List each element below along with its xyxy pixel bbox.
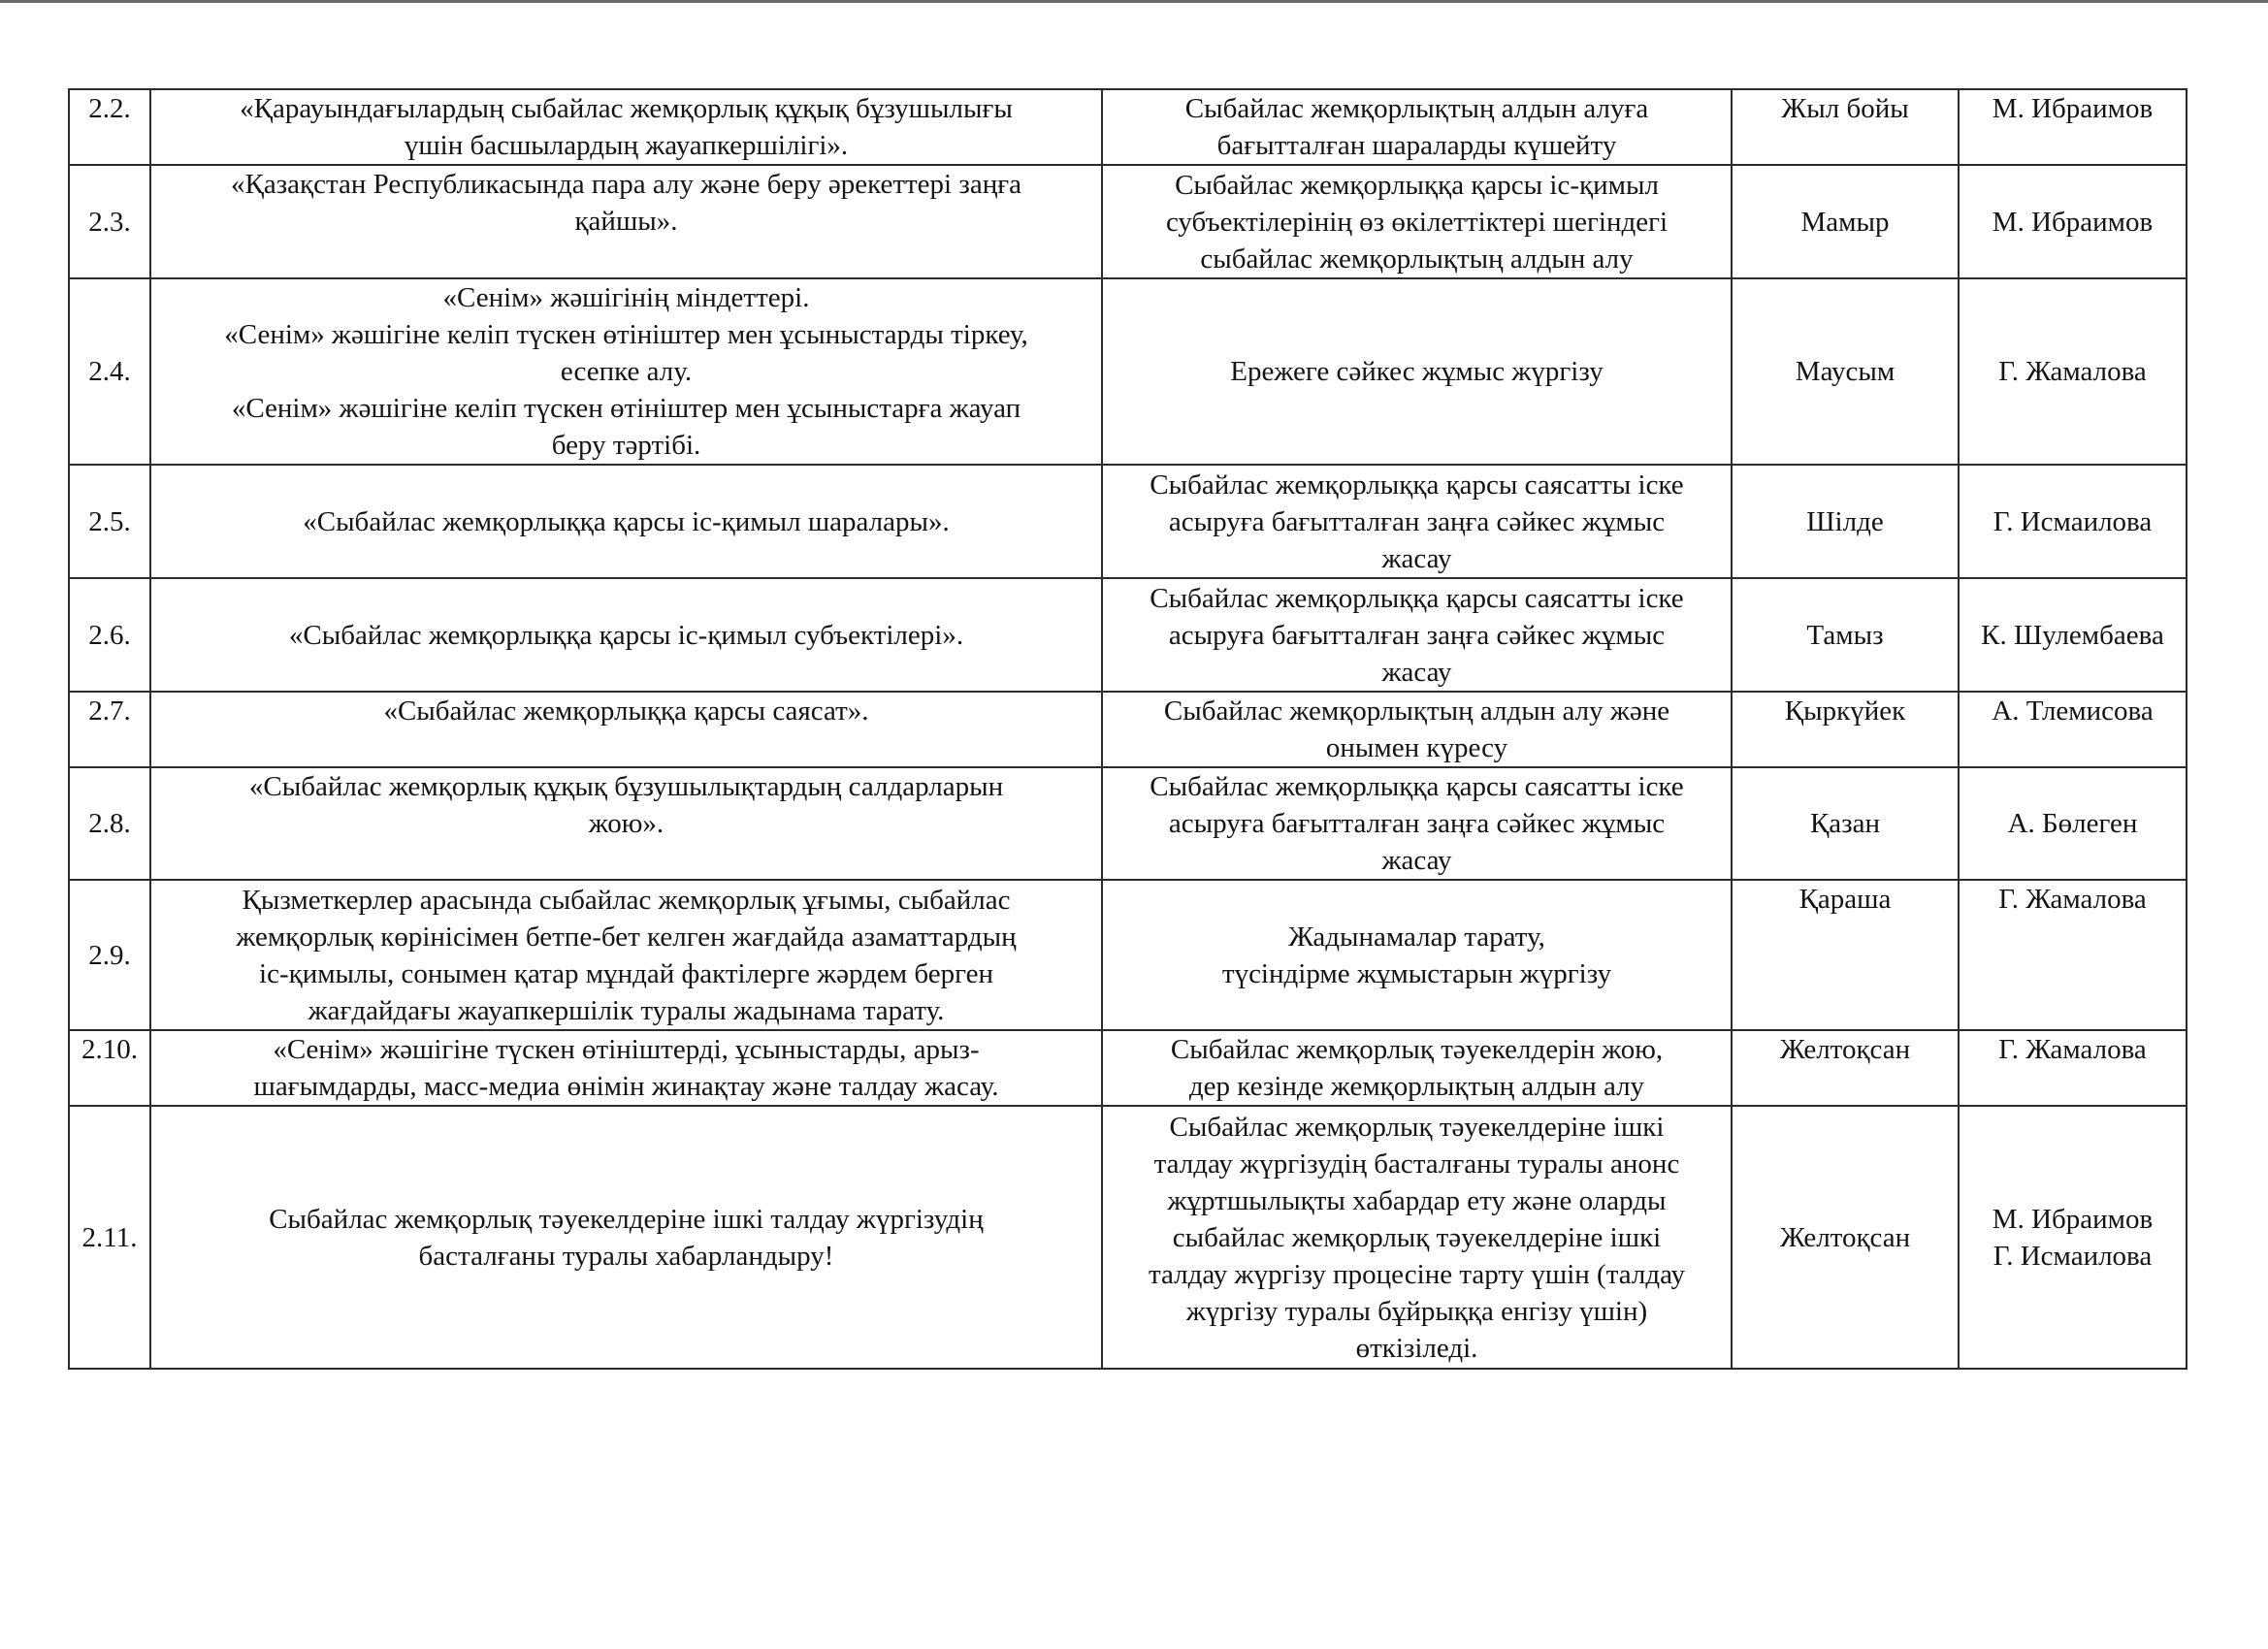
responsible-line: М. Ибраимов <box>1992 93 2154 124</box>
event-cell <box>150 165 1102 278</box>
deadline-line: Тамыз <box>1806 619 1884 651</box>
table-row <box>69 1030 2187 1106</box>
deadline-line: Мамыр <box>1800 206 1890 238</box>
form-of-work-cell <box>1102 465 1732 578</box>
event-line: есепке алу. <box>560 356 693 387</box>
row-number: 2.8. <box>88 808 131 839</box>
deadline-line: Жыл бойы <box>1781 93 1909 124</box>
event-line: «Сенім» жәшігіне келіп түскен өтініштер мен ұсыныстарға жауап <box>231 393 1021 424</box>
event-line: «Сыбайлас жемқорлыққа қарсы іс-қимыл субъектілері». <box>288 619 964 651</box>
form-of-work-line: жүргізу туралы бұйрыққа енгізу үшін) <box>1185 1295 1648 1327</box>
event-cell <box>150 278 1102 465</box>
row-number-cell <box>69 767 150 880</box>
deadline-cell <box>1732 692 1959 767</box>
event-line: жемқорлық көрінісімен бетпе-бет келген жағдайда азаматтардың <box>236 921 1017 953</box>
responsible-line: Г. Исмаилова <box>1993 1240 2153 1272</box>
row-number-cell <box>69 278 150 465</box>
responsible-cell <box>1959 465 2187 578</box>
row-number-cell <box>69 1030 150 1106</box>
row-number: 2.7. <box>88 695 131 727</box>
responsible-cell <box>1959 578 2187 692</box>
table-row <box>69 692 2187 767</box>
form-of-work-line: асыруға бағытталған заңға сәйкес жұмыс <box>1168 619 1666 651</box>
table-row <box>69 89 2187 165</box>
scan-top-edge <box>0 0 2268 3</box>
row-number: 2.3. <box>88 206 131 238</box>
row-number: 2.2. <box>88 93 131 124</box>
table-row <box>69 578 2187 692</box>
form-of-work-cell <box>1102 89 1732 165</box>
event-cell <box>150 767 1102 880</box>
responsible-line: К. Шулембаева <box>1981 619 2164 651</box>
form-of-work-line: жасау <box>1381 656 1452 688</box>
row-number-cell <box>69 89 150 165</box>
form-of-work-line: Ережеге сәйкес жұмыс жүргізу <box>1230 356 1604 387</box>
deadline-cell <box>1732 578 1959 692</box>
form-of-work-cell <box>1102 767 1732 880</box>
deadline-cell <box>1732 767 1959 880</box>
plan-table-body <box>69 89 2187 1369</box>
anti-corruption-plan-table <box>68 88 2187 1370</box>
deadline-line: Қыркүйек <box>1784 695 1906 727</box>
event-line: «Сыбайлас жемқорлық құқық бұзушылықтардың салдарларын <box>248 771 1004 802</box>
responsible-cell <box>1959 692 2187 767</box>
row-number: 2.6. <box>88 619 131 651</box>
form-of-work-line: сыбайлас жемқорлық тәуекелдеріне ішкі <box>1172 1221 1662 1253</box>
event-cell <box>150 89 1102 165</box>
form-of-work-line: онымен күресу <box>1325 732 1508 763</box>
form-of-work-line: Жадынамалар тарату, <box>1288 921 1545 953</box>
form-of-work-cell <box>1102 278 1732 465</box>
responsible-cell <box>1959 278 2187 465</box>
form-of-work-line: Сыбайлас жемқорлықтың алдын алуға <box>1184 93 1649 124</box>
form-of-work-line: бағытталған шараларды күшейту <box>1216 130 1617 161</box>
event-line: Қызметкерлер арасында сыбайлас жемқорлық ұғымы, сыбайлас <box>242 884 1011 916</box>
deadline-line: Маусым <box>1795 356 1895 387</box>
event-cell <box>150 465 1102 578</box>
event-line: жағдайдағы жауапкершілік туралы жадынама тарату. <box>308 994 945 1026</box>
event-line: іс-қимылы, сонымен қатар мұндай фактілерге жәрдем берген <box>259 957 993 989</box>
event-line: «Сыбайлас жемқорлыққа қарсы іс-қимыл шаралары». <box>303 505 950 537</box>
form-of-work-line: Сыбайлас жемқорлыққа қарсы саясатты іске <box>1150 582 1684 614</box>
table-row <box>69 278 2187 465</box>
responsible-cell <box>1959 880 2187 1030</box>
deadline-cell <box>1732 89 1959 165</box>
form-of-work-cell <box>1102 1106 1732 1369</box>
event-line: шағымдарды, масс-медиа өнімін жинақтау және талдау жасау. <box>253 1071 999 1102</box>
event-line: «Сенім» жәшігіне түскен өтініштерді, ұсыныстарды, арыз- <box>273 1034 980 1065</box>
table-row <box>69 767 2187 880</box>
responsible-cell <box>1959 89 2187 165</box>
row-number: 2.11. <box>81 1221 138 1253</box>
form-of-work-line: Сыбайлас жемқорлық тәуекелдеріне ішкі <box>1169 1111 1665 1143</box>
form-of-work-line: субъектілерінің өз өкілеттіктері шегіндегі <box>1165 206 1669 238</box>
form-of-work-line: асыруға бағытталған заңға сәйкес жұмыс <box>1168 505 1666 537</box>
responsible-line: А. Бөлеген <box>2007 808 2138 839</box>
form-of-work-line: Сыбайлас жемқорлықтың алдын алу және <box>1163 695 1670 727</box>
deadline-cell <box>1732 1106 1959 1369</box>
form-of-work-line: Сыбайлас жемқорлыққа қарсы саясатты іске <box>1150 771 1684 802</box>
form-of-work-line: өткізіледі. <box>1355 1332 1478 1364</box>
event-line: «Қазақстан Республикасында пара алу және беру әрекеттері заңға <box>231 169 1021 200</box>
event-cell <box>150 1106 1102 1369</box>
event-line: Сыбайлас жемқорлық тәуекелдеріне ішкі талдау жүргізудің <box>269 1203 984 1235</box>
event-line: «Қарауындағылардың сыбайлас жемқорлық құқық бұзушылығы <box>240 93 1013 124</box>
form-of-work-line: асыруға бағытталған заңға сәйкес жұмыс <box>1168 808 1666 839</box>
responsible-line: М. Ибраимов <box>1992 206 2154 238</box>
deadline-cell <box>1732 880 1959 1030</box>
event-line: басталғаны туралы хабарландыру! <box>418 1240 834 1272</box>
row-number-cell <box>69 880 150 1030</box>
row-number-cell <box>69 578 150 692</box>
form-of-work-line: талдау жүргізу процесіне тарту үшін (талдау <box>1149 1258 1685 1290</box>
event-line: жою». <box>588 808 664 839</box>
event-cell <box>150 692 1102 767</box>
responsible-line: Г. Жамалова <box>1998 884 2147 915</box>
deadline-cell <box>1732 1030 1959 1106</box>
responsible-line: Г. Жамалова <box>1998 356 2147 387</box>
row-number-cell <box>69 165 150 278</box>
event-cell <box>150 1030 1102 1106</box>
deadline-line: Шілде <box>1806 505 1884 537</box>
event-line: қайшы». <box>574 206 678 237</box>
form-of-work-line: сыбайлас жемқорлықтың алдын алу <box>1200 242 1634 275</box>
form-of-work-cell <box>1102 692 1732 767</box>
responsible-cell <box>1959 1106 2187 1369</box>
deadline-cell <box>1732 465 1959 578</box>
deadline-line: Қазан <box>1809 808 1881 839</box>
deadline-line: Қараша <box>1798 884 1892 915</box>
row-number: 2.10. <box>81 1034 138 1065</box>
form-of-work-line: жасау <box>1381 542 1452 574</box>
form-of-work-cell <box>1102 165 1732 278</box>
event-line: «Сенім» жәшігіне келіп түскен өтініштер мен ұсыныстарды тіркеу, <box>224 319 1028 350</box>
form-of-work-cell <box>1102 578 1732 692</box>
deadline-line: Желтоқсан <box>1779 1034 1911 1065</box>
row-number: 2.9. <box>88 939 131 971</box>
responsible-line: Г. Исмаилова <box>1993 505 2153 537</box>
responsible-line: А. Тлемисова <box>1992 695 2154 727</box>
table-row <box>69 165 2187 278</box>
form-of-work-line: жұртшылықты хабардар ету және оларды <box>1167 1184 1667 1216</box>
responsible-line: М. Ибраимов <box>1992 1203 2154 1235</box>
responsible-cell <box>1959 767 2187 880</box>
row-number-cell <box>69 692 150 767</box>
form-of-work-cell <box>1102 880 1732 1030</box>
form-of-work-line: Сыбайлас жемқорлыққа қарсы саясатты іске <box>1150 469 1684 501</box>
event-cell <box>150 578 1102 692</box>
responsible-cell <box>1959 1030 2187 1106</box>
event-line: беру тәртібі. <box>551 430 701 461</box>
row-number-cell <box>69 465 150 578</box>
responsible-cell <box>1959 165 2187 278</box>
form-of-work-line: талдау жүргізудің басталғаны туралы анонс <box>1153 1148 1680 1180</box>
responsible-line: Г. Жамалова <box>1998 1034 2147 1065</box>
form-of-work-line: жасау <box>1381 845 1452 876</box>
deadline-cell <box>1732 278 1959 465</box>
deadline-line: Желтоқсан <box>1779 1221 1911 1253</box>
form-of-work-line: Сыбайлас жемқорлық тәуекелдерін жою, <box>1170 1034 1664 1065</box>
event-cell <box>150 880 1102 1030</box>
event-line: үшін басшылардың жауапкершілігі». <box>404 130 849 161</box>
event-line: «Сенім» жәшігінің міндеттері. <box>442 282 810 313</box>
row-number: 2.4. <box>88 356 131 387</box>
deadline-cell <box>1732 165 1959 278</box>
table-row <box>69 465 2187 578</box>
form-of-work-cell <box>1102 1030 1732 1106</box>
row-number-cell <box>69 1106 150 1369</box>
table-row <box>69 880 2187 1030</box>
event-line: «Сыбайлас жемқорлыққа қарсы саясат». <box>383 695 869 727</box>
table-row <box>69 1106 2187 1369</box>
form-of-work-line: түсіндірме жұмыстарын жүргізу <box>1221 957 1612 989</box>
form-of-work-line: дер кезінде жемқорлықтың алдын алу <box>1188 1071 1645 1102</box>
row-number: 2.5. <box>88 505 131 537</box>
form-of-work-line: Сыбайлас жемқорлыққа қарсы іс-қимыл <box>1175 169 1659 201</box>
